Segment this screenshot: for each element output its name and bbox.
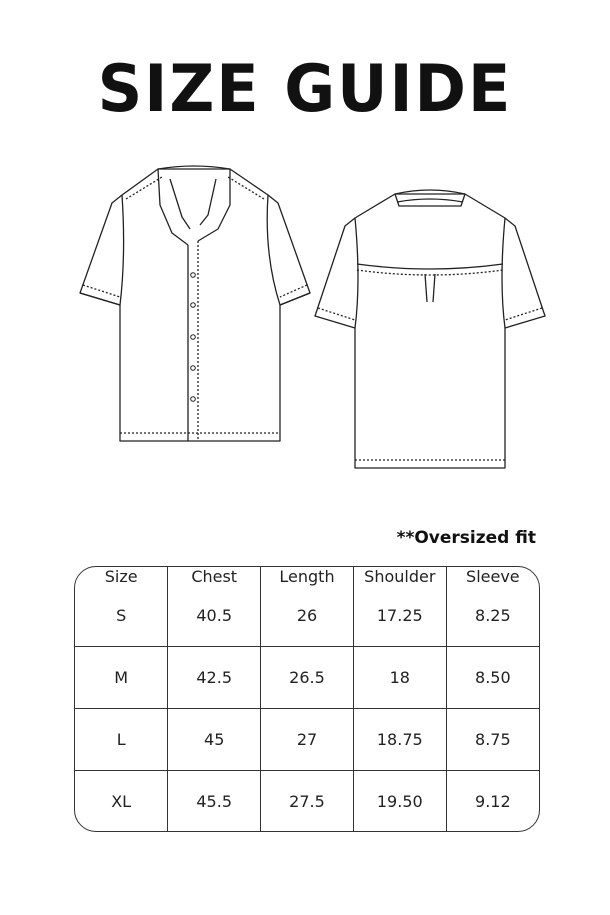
cell-chest: 45.5 <box>168 771 261 832</box>
cell-shoulder: 17.25 <box>353 586 446 646</box>
fit-note: **Oversized fit <box>396 528 536 548</box>
header-length: Length <box>261 567 354 586</box>
cell-chest: 45 <box>168 708 261 770</box>
table-row <box>75 646 539 708</box>
cell-sleeve: 8.50 <box>446 646 539 708</box>
cell-chest: 42.5 <box>168 646 261 708</box>
header-shoulder: Shoulder <box>353 567 446 586</box>
header-sleeve: Sleeve <box>466 567 520 586</box>
cell-size: XL <box>75 771 168 832</box>
cell-length: 26 <box>261 586 354 646</box>
cell-shoulder: 18 <box>353 646 446 708</box>
cell-shoulder: 19.50 <box>353 771 446 832</box>
table-row <box>75 586 539 646</box>
shirt-back-illustration <box>305 182 555 482</box>
table-header-row <box>75 567 539 586</box>
size-table-container <box>74 566 540 832</box>
cell-size: M <box>75 646 168 708</box>
cell-size: S <box>75 586 168 646</box>
table-row <box>75 771 539 832</box>
header-chest: Chest <box>168 567 261 586</box>
page-title: SIZE GUIDE <box>97 50 513 127</box>
cell-length: 27 <box>261 708 354 770</box>
size-table <box>75 567 539 831</box>
shirt-front-illustration <box>70 155 320 455</box>
cell-shoulder: 18.75 <box>353 708 446 770</box>
table-row <box>75 708 539 770</box>
cell-sleeve: 8.75 <box>446 708 539 770</box>
cell-chest: 40.5 <box>168 586 261 646</box>
header-size: Size <box>75 567 168 586</box>
cell-size: L <box>75 708 168 770</box>
cell-sleeve: 9.12 <box>475 791 511 811</box>
cell-sleeve: 8.25 <box>446 586 539 646</box>
cell-length: 26.5 <box>261 646 354 708</box>
cell-length: 27.5 <box>261 771 354 832</box>
